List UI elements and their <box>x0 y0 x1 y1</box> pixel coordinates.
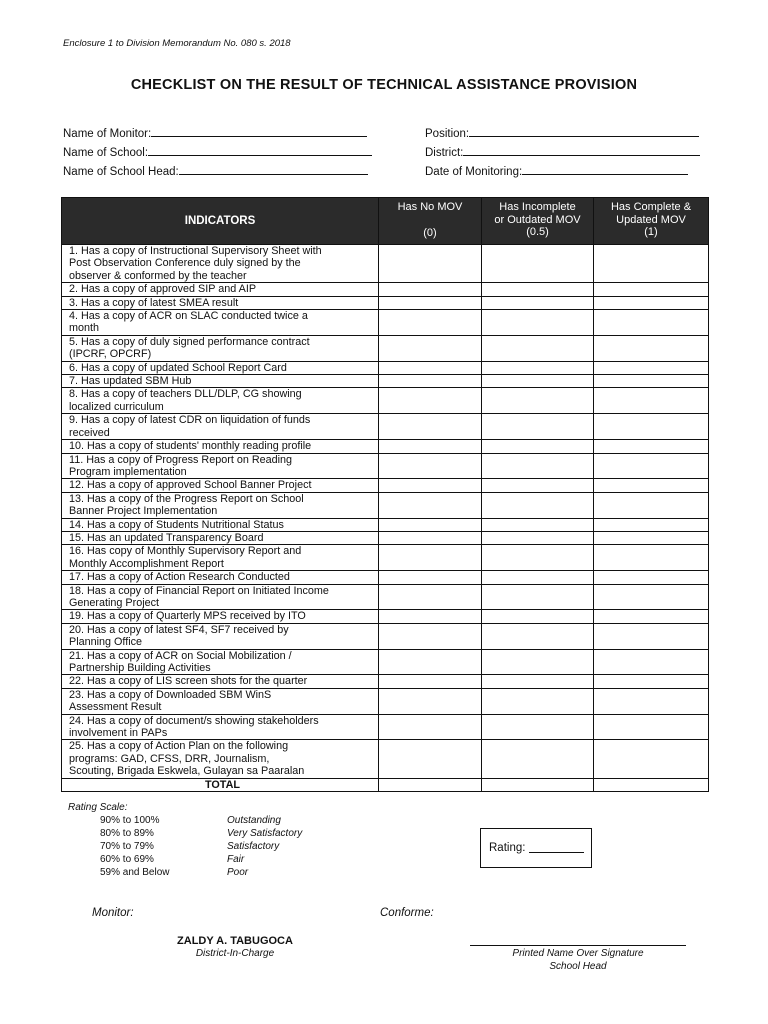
rating-box[interactable] <box>480 828 592 868</box>
no-mov-cell[interactable] <box>379 675 482 688</box>
indicator-cell <box>62 584 379 610</box>
incomplete-mov-cell[interactable] <box>482 453 594 479</box>
incomplete-mov-cell[interactable] <box>482 414 594 440</box>
monitor-signature-label: Monitor: <box>92 907 134 919</box>
indicator-cell <box>62 649 379 675</box>
indicator-cell <box>62 375 379 388</box>
incomplete-mov-cell[interactable] <box>482 335 594 361</box>
table-header-row <box>62 198 709 245</box>
rating-label: Poor <box>227 867 249 878</box>
position-line <box>469 125 699 137</box>
no-mov-cell[interactable] <box>379 479 482 492</box>
complete-mov-cell[interactable] <box>594 375 709 388</box>
conforme-printed-name-caption: Printed Name Over Signature <box>512 948 644 959</box>
incomplete-mov-cell[interactable] <box>482 440 594 453</box>
indicator-cell <box>62 714 379 740</box>
header-complete-mov-score: (1) <box>644 226 658 238</box>
no-mov-cell[interactable] <box>379 283 482 296</box>
total-complete-mov-cell[interactable] <box>594 778 709 791</box>
table-row <box>62 545 709 571</box>
no-mov-cell[interactable] <box>379 453 482 479</box>
table-row <box>62 675 709 688</box>
indicator-cell <box>62 440 379 453</box>
incomplete-mov-cell[interactable] <box>482 688 594 714</box>
indicator-text: 6. Has a copy of updated School Report Card <box>69 361 287 374</box>
table-row <box>62 479 709 492</box>
complete-mov-cell[interactable] <box>594 623 709 649</box>
complete-mov-cell[interactable] <box>594 296 709 309</box>
complete-mov-cell[interactable] <box>594 310 709 336</box>
complete-mov-cell[interactable] <box>594 518 709 531</box>
header-no-mov <box>379 198 482 245</box>
indicator-text: (IPCRF, OPCRF) <box>69 348 152 361</box>
indicator-cell <box>62 492 379 518</box>
no-mov-cell[interactable] <box>379 531 482 544</box>
no-mov-cell[interactable] <box>379 623 482 649</box>
indicator-text: 11. Has a copy of Progress Report on Reading <box>69 453 293 466</box>
indicator-cell <box>62 571 379 584</box>
table-row <box>62 714 709 740</box>
district-field[interactable] <box>425 144 700 159</box>
no-mov-cell[interactable] <box>379 584 482 610</box>
rating-range: 80% to 89% <box>100 828 154 839</box>
table-row <box>62 518 709 531</box>
indicator-text: Banner Project Implementation <box>69 505 218 518</box>
no-mov-cell[interactable] <box>379 335 482 361</box>
complete-mov-cell[interactable] <box>594 335 709 361</box>
indicator-text: 12. Has a copy of approved School Banner Project <box>69 479 312 492</box>
table-row <box>62 740 709 778</box>
no-mov-cell[interactable] <box>379 610 482 623</box>
table-row <box>62 414 709 440</box>
indicator-text: 17. Has a copy of Action Research Conducted <box>69 571 290 584</box>
complete-mov-cell[interactable] <box>594 584 709 610</box>
indicator-text: Monthly Accomplishment Report <box>69 557 224 570</box>
incomplete-mov-cell[interactable] <box>482 518 594 531</box>
indicator-text: 13. Has a copy of the Progress Report on School <box>69 492 304 505</box>
indicator-cell <box>62 361 379 374</box>
no-mov-cell[interactable] <box>379 714 482 740</box>
indicator-text: 8. Has a copy of teachers DLL/DLP, CG showing <box>69 388 302 401</box>
complete-mov-cell[interactable] <box>594 453 709 479</box>
incomplete-mov-cell[interactable] <box>482 610 594 623</box>
indicator-text: Scouting, Brigada Eskwela, Gulayan sa Paaralan <box>69 765 305 778</box>
incomplete-mov-cell[interactable] <box>482 649 594 675</box>
date-of-monitoring-line <box>522 163 688 175</box>
no-mov-cell[interactable] <box>379 388 482 414</box>
indicator-cell <box>62 335 379 361</box>
no-mov-cell[interactable] <box>379 245 482 283</box>
complete-mov-cell[interactable] <box>594 479 709 492</box>
table-row <box>62 296 709 309</box>
table-row <box>62 492 709 518</box>
document-title: CHECKLIST ON THE RESULT OF TECHNICAL ASSISTANCE PROVISION <box>130 77 638 93</box>
header-complete-mov-label-2: Updated MOV <box>616 213 686 226</box>
indicator-text: observer & conformed by the teacher <box>69 269 247 282</box>
school-head-label: Name of School Head: <box>63 166 179 178</box>
indicator-text: 1. Has a copy of Instructional Supervisory Sheet with <box>69 245 322 257</box>
indicator-text: 14. Has a copy of Students Nutritional Status <box>69 518 284 531</box>
complete-mov-cell[interactable] <box>594 610 709 623</box>
incomplete-mov-cell[interactable] <box>482 740 594 778</box>
incomplete-mov-cell[interactable] <box>482 479 594 492</box>
incomplete-mov-cell[interactable] <box>482 245 594 283</box>
rating-range: 90% to 100% <box>100 815 160 826</box>
school-head-signature-line[interactable] <box>470 945 686 946</box>
table-row <box>62 375 709 388</box>
incomplete-mov-cell[interactable] <box>482 310 594 336</box>
table-row <box>62 440 709 453</box>
no-mov-cell[interactable] <box>379 740 482 778</box>
school-head-line <box>179 163 368 175</box>
complete-mov-cell[interactable] <box>594 675 709 688</box>
incomplete-mov-cell[interactable] <box>482 375 594 388</box>
no-mov-cell[interactable] <box>379 440 482 453</box>
indicator-text: 5. Has a copy of duly signed performance contract <box>69 335 310 348</box>
indicator-text: 23. Has a copy of Downloaded SBM WinS <box>69 688 272 701</box>
indicator-text: Partnership Building Activities <box>69 662 211 674</box>
indicator-text: 7. Has updated SBM Hub <box>69 375 192 388</box>
district-label: District: <box>425 147 464 159</box>
indicator-text: Post Observation Conference duly signed by the <box>69 257 301 270</box>
complete-mov-cell[interactable] <box>594 440 709 453</box>
indicator-text: 10. Has a copy of students' monthly reading profile <box>69 440 312 453</box>
indicator-text: Program implementation <box>69 465 187 478</box>
indicator-cell <box>62 479 379 492</box>
total-no-mov-cell[interactable] <box>379 778 482 791</box>
table-row <box>62 571 709 584</box>
indicator-cell <box>62 675 379 688</box>
header-no-mov-score: (0) <box>423 226 437 239</box>
indicator-text: programs: GAD, CFSS, DRR, Journalism, <box>69 752 270 765</box>
indicator-cell <box>62 740 379 778</box>
incomplete-mov-cell[interactable] <box>482 571 594 584</box>
header-incomplete-mov-label-1: Has Incomplete <box>499 201 576 213</box>
complete-mov-cell[interactable] <box>594 545 709 571</box>
table-row <box>62 623 709 649</box>
header-no-mov-label: Has No MOV <box>397 201 463 213</box>
indicator-cell <box>62 545 379 571</box>
indicator-cell <box>62 518 379 531</box>
rating-label: Very Satisfactory <box>227 828 303 839</box>
indicator-text: 9. Has a copy of latest CDR on liquidation of funds <box>69 414 311 427</box>
incomplete-mov-cell[interactable] <box>482 361 594 374</box>
position-label: Position: <box>425 128 470 140</box>
complete-mov-cell[interactable] <box>594 492 709 518</box>
header-complete-mov-label-1: Has Complete & <box>610 201 692 213</box>
indicator-cell <box>62 245 379 283</box>
indicator-cell <box>62 623 379 649</box>
no-mov-cell[interactable] <box>379 296 482 309</box>
incomplete-mov-cell[interactable] <box>482 388 594 414</box>
incomplete-mov-cell[interactable] <box>482 283 594 296</box>
no-mov-cell[interactable] <box>379 518 482 531</box>
table-row <box>62 335 709 361</box>
header-incomplete-mov-score: (0.5) <box>526 226 549 238</box>
table-row <box>62 310 709 336</box>
indicator-cell <box>62 283 379 296</box>
rating-box-label: Rating: <box>489 842 526 854</box>
indicator-text: Generating Project <box>69 596 160 609</box>
monitor-name-line <box>151 125 367 137</box>
complete-mov-cell[interactable] <box>594 649 709 675</box>
indicator-cell <box>62 610 379 623</box>
incomplete-mov-cell[interactable] <box>482 296 594 309</box>
school-name-field[interactable] <box>63 144 372 159</box>
header-incomplete-mov-label-2: or Outdated MOV <box>494 213 581 226</box>
indicator-text: involvement in PAPs <box>69 727 168 740</box>
indicator-text: 25. Has a copy of Action Plan on the following <box>69 740 289 753</box>
table-row <box>62 649 709 675</box>
header-incomplete-mov <box>482 198 594 245</box>
indicator-text: 2. Has a copy of approved SIP and AIP <box>69 283 257 296</box>
indicator-text: 24. Has a copy of document/s showing stakeholders <box>69 714 319 727</box>
checklist-table <box>61 197 709 792</box>
complete-mov-cell[interactable] <box>594 414 709 440</box>
no-mov-cell[interactable] <box>379 361 482 374</box>
school-name-line <box>148 144 372 156</box>
rating-label: Outstanding <box>227 815 281 826</box>
rating-scale-heading: Rating Scale: <box>68 802 128 813</box>
indicator-text: month <box>69 322 100 335</box>
monitor-title: District-In-Charge <box>195 948 275 959</box>
complete-mov-cell[interactable] <box>594 361 709 374</box>
header-indicators: INDICATORS <box>62 198 379 245</box>
monitor-name-label: Name of Monitor: <box>63 128 152 140</box>
position-field[interactable] <box>425 125 699 140</box>
no-mov-cell[interactable] <box>379 688 482 714</box>
complete-mov-cell[interactable] <box>594 245 709 283</box>
conforme-signature-label: Conforme: <box>380 907 434 919</box>
table-row <box>62 531 709 544</box>
conforme-school-head-caption: School Head <box>549 961 607 972</box>
incomplete-mov-cell[interactable] <box>482 584 594 610</box>
table-row <box>62 245 709 283</box>
indicator-text: Planning Office <box>69 636 143 649</box>
header-complete-mov <box>594 198 709 245</box>
no-mov-cell[interactable] <box>379 649 482 675</box>
monitor-printed-name: ZALDY A. TABUGOCA <box>177 935 293 947</box>
complete-mov-cell[interactable] <box>594 283 709 296</box>
indicator-cell <box>62 531 379 544</box>
school-head-field[interactable] <box>63 163 368 178</box>
enclosure-note: Enclosure 1 to Division Memorandum No. 080 s. 2018 <box>63 38 291 49</box>
table-row <box>62 610 709 623</box>
indicator-text: 15. Has an updated Transparency Board <box>69 531 264 544</box>
indicator-text: Assessment Result <box>69 701 162 714</box>
indicator-cell <box>62 310 379 336</box>
indicator-cell <box>62 688 379 714</box>
indicator-cell <box>62 453 379 479</box>
indicator-text: 16. Has copy of Monthly Supervisory Report and <box>69 545 302 558</box>
no-mov-cell[interactable] <box>379 571 482 584</box>
rating-scale <box>68 802 127 813</box>
rating-label: Satisfactory <box>227 841 280 852</box>
indicator-text: 22. Has a copy of LIS screen shots for the quarter <box>69 675 308 688</box>
table-row <box>62 688 709 714</box>
no-mov-cell[interactable] <box>379 414 482 440</box>
table-row <box>62 584 709 610</box>
rating-label: Fair <box>227 854 245 865</box>
incomplete-mov-cell[interactable] <box>482 531 594 544</box>
indicator-text: 3. Has a copy of latest SMEA result <box>69 296 239 309</box>
indicator-cell <box>62 296 379 309</box>
rating-range: 60% to 69% <box>100 854 154 865</box>
incomplete-mov-cell[interactable] <box>482 492 594 518</box>
table-row <box>62 453 709 479</box>
complete-mov-cell[interactable] <box>594 740 709 778</box>
date-of-monitoring-field[interactable] <box>425 163 688 178</box>
indicator-cell <box>62 414 379 440</box>
indicator-text: 21. Has a copy of ACR on Social Mobilization / <box>69 649 292 662</box>
no-mov-cell[interactable] <box>379 310 482 336</box>
total-incomplete-mov-cell[interactable] <box>482 778 594 791</box>
district-line <box>463 144 700 156</box>
incomplete-mov-cell[interactable] <box>482 545 594 571</box>
table-row <box>62 361 709 374</box>
indicator-text: localized curriculum <box>69 400 164 413</box>
complete-mov-cell[interactable] <box>594 714 709 740</box>
indicator-cell <box>62 388 379 414</box>
indicator-text: 18. Has a copy of Financial Report on Initiated Income <box>69 584 329 597</box>
incomplete-mov-cell[interactable] <box>482 675 594 688</box>
total-row <box>62 778 709 791</box>
indicator-text: 19. Has a copy of Quarterly MPS received by ITO <box>69 610 306 623</box>
incomplete-mov-cell[interactable] <box>482 714 594 740</box>
indicator-text: received <box>69 426 110 439</box>
checklist-body <box>62 245 709 792</box>
table-row <box>62 388 709 414</box>
total-label: TOTAL <box>62 778 379 791</box>
indicator-text: 4. Has a copy of ACR on SLAC conducted twice a <box>69 310 308 323</box>
table-row <box>62 283 709 296</box>
indicator-text: 20. Has a copy of latest SF4, SF7 received by <box>69 623 289 636</box>
school-name-label: Name of School: <box>63 147 149 159</box>
incomplete-mov-cell[interactable] <box>482 623 594 649</box>
complete-mov-cell[interactable] <box>594 388 709 414</box>
no-mov-cell[interactable] <box>379 545 482 571</box>
complete-mov-cell[interactable] <box>594 571 709 584</box>
no-mov-cell[interactable] <box>379 492 482 518</box>
rating-range: 59% and Below <box>100 867 170 878</box>
complete-mov-cell[interactable] <box>594 531 709 544</box>
rating-box-line <box>529 852 584 853</box>
date-of-monitoring-label: Date of Monitoring: <box>425 166 523 178</box>
complete-mov-cell[interactable] <box>594 688 709 714</box>
no-mov-cell[interactable] <box>379 375 482 388</box>
rating-range: 70% to 79% <box>100 841 154 852</box>
monitor-name-field[interactable] <box>63 125 367 140</box>
